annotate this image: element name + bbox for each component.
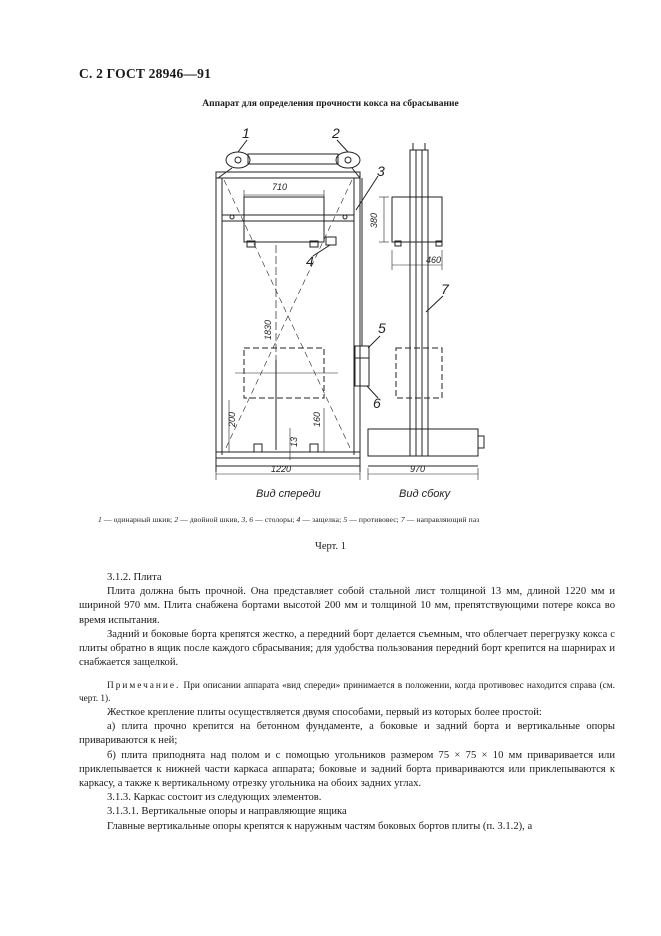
callout-1: 1 — [242, 125, 250, 141]
dim-970: 970 — [410, 464, 426, 474]
view-side-label: Вид сбоку — [399, 488, 451, 500]
dim-160: 160 — [312, 411, 322, 427]
side-view — [368, 143, 484, 480]
page-header: С. 2 ГОСТ 28946—91 — [79, 66, 212, 81]
paragraph-4: а) плита прочно крепится на бетонном фундаменте, а боковые и задний борта и вертикальные опоры привариваются к ней; — [79, 721, 615, 747]
view-front-label: Вид спереди — [256, 488, 321, 500]
paragraph-1: Плита должна быть прочной. Она представляет собой стальной лист толщиной 13 мм, длиной 1220 мм и шириной 970 мм. Плита снабжена бортами высотой 200 мм и толщиной 10 мм, препятствующими потере кокса во время испытания. — [79, 586, 615, 626]
paragraph-8: Главные вертикальные опоры крепятся к наружным частям боковых бортов плиты (п. 3.1.2), а — [107, 820, 533, 832]
legend-num-7: 7 — [400, 515, 405, 524]
callout-4: 4 — [306, 253, 314, 269]
legend-text-3: — столоры; — [253, 515, 297, 524]
paragraph-7: 3.1.3.1. Вертикальные опоры и направляющие ящика — [107, 806, 347, 818]
section-3-1-2 — [79, 571, 615, 670]
front-view — [216, 140, 380, 480]
callout-5: 5 — [378, 320, 386, 336]
legend-text-1: — одинарный шкив; — [101, 515, 175, 524]
callout-3: 3 — [377, 163, 385, 179]
callout-2: 2 — [332, 125, 340, 141]
legend-num-5: 5 — [343, 515, 348, 524]
note-text: При описании аппарата «вид спереди» принимается в положении, когда противовес находится справа (см. черт. 1). — [79, 681, 615, 704]
paragraph-5: б) плита приподнята над полом и с помощью угольников размером 75 × 75 × 10 мм приваривается или приклепывается к нижней части каркаса аппарата; боковые и задний борта привариваются или приклепываются к каркасу, а также к вертикальному отрезку угольника на обоих задних углах. — [79, 749, 615, 790]
figure-legend — [98, 515, 479, 524]
legend-text-7: — направляющий паз — [404, 515, 480, 524]
legend-num-3: 3, 6 — [241, 515, 254, 524]
dim-710: 710 — [272, 182, 288, 192]
dim-380: 380 — [369, 212, 379, 228]
legend-text-5: — противовес; — [347, 515, 401, 524]
figure-title: Аппарат для определения прочности кокса на сбрасывание — [202, 99, 459, 109]
dim-460: 460 — [426, 255, 442, 265]
note-label: Примечание. — [107, 681, 181, 691]
paragraph-2: Задний и боковые борта крепятся жестко, а передний борт делается съемным, что облегчает перегрузку кокса с плиты обратно в ящик после каждого сбрасывания; для удобства пользования передний борт крепится на шарнирах и снабжается защелкой. — [79, 628, 615, 669]
legend-num-4: 4 — [296, 515, 301, 524]
dim-200: 200 — [227, 411, 237, 427]
paragraph-6: 3.1.3. Каркас состоит из следующих элементов. — [107, 792, 322, 804]
section-heading: 3.1.2. Плита — [107, 572, 162, 583]
callout-7: 7 — [441, 281, 449, 297]
dim-1220: 1220 — [271, 464, 292, 474]
dim-13: 13 — [289, 436, 299, 447]
figure-caption: Черт. 1 — [315, 541, 346, 552]
paragraph-3: Жесткое крепление плиты осуществляется двумя способами, первый из которых более простой: — [107, 707, 542, 718]
note-block — [79, 680, 615, 706]
legend-text-2: — двойной шкив, — [178, 515, 242, 524]
dim-1830: 1830 — [263, 319, 273, 340]
section-body — [79, 706, 615, 834]
legend-text-4: — защелка; — [300, 515, 344, 524]
callout-6: 6 — [373, 395, 381, 411]
legend-num-2: 2 — [174, 515, 179, 524]
legend-num-1: 1 — [98, 515, 102, 524]
